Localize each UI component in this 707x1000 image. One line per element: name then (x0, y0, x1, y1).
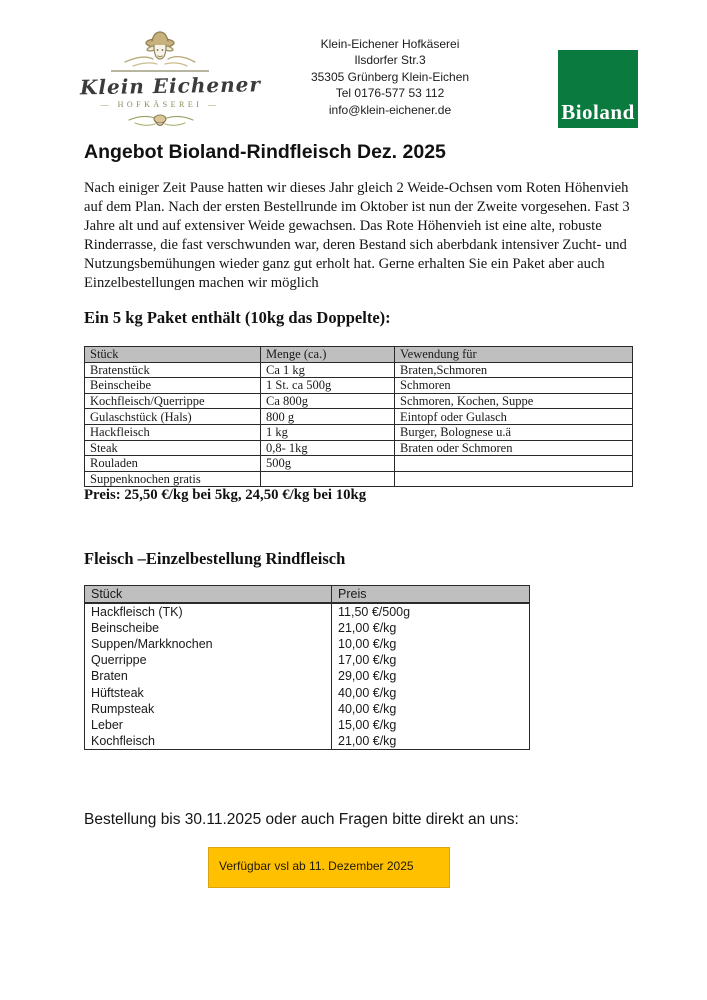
sheep-with-hat-icon (105, 28, 215, 78)
table-row (85, 378, 633, 394)
table-row (85, 684, 530, 700)
table-cell: Braten oder Schmoren (395, 440, 633, 456)
farm-subtitle-text: HOFKÄSEREI (117, 100, 203, 109)
farm-name-script: Klein Eichener (79, 72, 262, 100)
table-cell: 29,00 €/kg (332, 668, 530, 684)
paket-table-body (85, 362, 633, 487)
column-header-stueck: Stück (85, 586, 332, 604)
contact-city: 35305 Grünberg Klein-Eichen (310, 69, 470, 84)
paket-table (84, 346, 633, 487)
table-cell: Hüftsteak (91, 685, 144, 700)
table-cell: Hackfleisch (85, 424, 261, 440)
order-deadline-line: Bestellung bis 30.11.2025 oder auch Fragen bitte direkt an uns: (84, 811, 519, 828)
table-row (85, 471, 633, 487)
acorn-leaves-icon (123, 110, 197, 132)
availability-highlight (208, 847, 450, 888)
table-cell: Schmoren (395, 378, 633, 394)
table-header-row (85, 586, 530, 604)
einzel-table (84, 585, 530, 750)
table-cell: 1 kg (261, 424, 395, 440)
table-header-row (85, 347, 633, 363)
availability-text: Verfügbar vsl ab 11. Dezember 2025 (219, 859, 414, 873)
table-cell: 21,00 €/kg (332, 620, 530, 636)
table-row (85, 652, 530, 668)
table-cell: Kochfleisch (91, 733, 155, 748)
contact-email: info@klein-eichener.de (328, 102, 452, 117)
dash-left: — (100, 100, 113, 109)
farm-subtitle (80, 100, 240, 109)
page-title: Angebot Bioland-Rindfleisch Dez. 2025 (84, 141, 446, 163)
table-cell: Suppenknochen gratis (85, 471, 261, 487)
einzel-heading: Fleisch –Einzelbestellung Rindfleisch (84, 549, 346, 568)
table-cell: 10,00 €/kg (332, 636, 530, 652)
table-cell: Rouladen (85, 456, 261, 472)
einzel-table-header (85, 586, 530, 604)
table-cell: 40,00 €/kg (332, 701, 530, 717)
bioland-logo (558, 50, 638, 128)
table-row (85, 668, 530, 684)
paket-price-line: Preis: 25,50 €/kg bei 5kg, 24,50 €/kg bei 10kg (84, 487, 367, 503)
table-cell: Gulaschstück (Hals) (85, 409, 261, 425)
paket-table-header (85, 347, 633, 363)
table-row (85, 456, 633, 472)
table-cell (395, 456, 633, 472)
column-header-stueck: Stück (85, 347, 261, 363)
dash-right: — (207, 100, 220, 109)
table-cell: 500g (261, 456, 395, 472)
table-cell (261, 471, 395, 487)
table-cell: Burger, Bolognese u.ä (395, 424, 633, 440)
einzel-table-body (85, 603, 530, 749)
table-cell: Kochfleisch/Querrippe (85, 393, 261, 409)
intro-paragraph: Nach einiger Zeit Pause hatten wir dieses Jahr gleich 2 Weide-Ochsen vom Roten Höhenvieh auf dem Plan. Nach der ersten Bestellrunde im Oktober ist nun der Zweite vorgesehen. Fast 3 Jahre alt und auf extensiver Weide gewachsen. Das Rote Höhenvieh ist eine alte, robuste Rinderrasse, die fast verschwunden war, deren Bestand sich aberbdank intensiver Zucht- und Nutzungsbemühungen wieder ganz gut erholt hat. Gerne erhalten Sie ein Paket aber auch Einzelbestellungen machen wir möglich (84, 180, 630, 291)
letterhead-contact (280, 36, 500, 118)
table-cell: Eintopf oder Gulasch (395, 409, 633, 425)
table-cell: Rumpsteak (91, 701, 155, 716)
table-row (85, 409, 633, 425)
table-cell: Querrippe (91, 653, 147, 668)
table-cell: Braten,Schmoren (395, 362, 633, 378)
table-cell (395, 471, 633, 487)
table-row (85, 733, 530, 750)
farm-logo (79, 28, 262, 132)
table-cell: 15,00 €/kg (332, 717, 530, 733)
column-header-preis: Preis (332, 586, 530, 604)
table-cell: Beinscheibe (85, 378, 261, 394)
table-row (85, 440, 633, 456)
table-row (85, 636, 530, 652)
table-row (85, 620, 530, 636)
table-cell: Schmoren, Kochen, Suppe (395, 393, 633, 409)
table-cell: Ca 1 kg (261, 362, 395, 378)
contact-phone: Tel 0176-577 53 112 (335, 86, 445, 101)
table-cell: Leber (91, 717, 123, 732)
contact-company: Klein-Eichener Hofkäserei (320, 37, 460, 51)
table-row (85, 603, 530, 620)
table-cell: Hackfleisch (TK) (91, 605, 183, 620)
column-header-verwendung: Vewendung für (395, 347, 633, 363)
column-header-menge: Menge (ca.) (261, 347, 395, 363)
table-row (85, 717, 530, 733)
table-row (85, 701, 530, 717)
paket-heading: Ein 5 kg Paket enthält (10kg das Doppelte): (84, 308, 391, 327)
table-cell: Bratenstück (85, 362, 261, 378)
table-cell: 0,8- 1kg (261, 440, 395, 456)
table-cell: Suppen/Markknochen (91, 637, 213, 652)
table-row (85, 362, 633, 378)
table-cell: 1 St. ca 500g (261, 378, 395, 394)
table-cell: Braten (91, 669, 128, 684)
table-cell: Beinscheibe (91, 621, 160, 636)
table-cell: 21,00 €/kg (332, 733, 530, 750)
table-cell: Steak (85, 440, 261, 456)
table-cell: 17,00 €/kg (332, 652, 530, 668)
table-cell: 11,50 €/500g (332, 603, 530, 620)
contact-street: Ilsdorfer Str.3 (354, 53, 426, 68)
table-cell: Ca 800g (261, 393, 395, 409)
bioland-logo-label: Bioland (561, 100, 635, 124)
table-row (85, 424, 633, 440)
table-row (85, 393, 633, 409)
table-cell: 800 g (261, 409, 395, 425)
table-cell: 40,00 €/kg (332, 684, 530, 700)
